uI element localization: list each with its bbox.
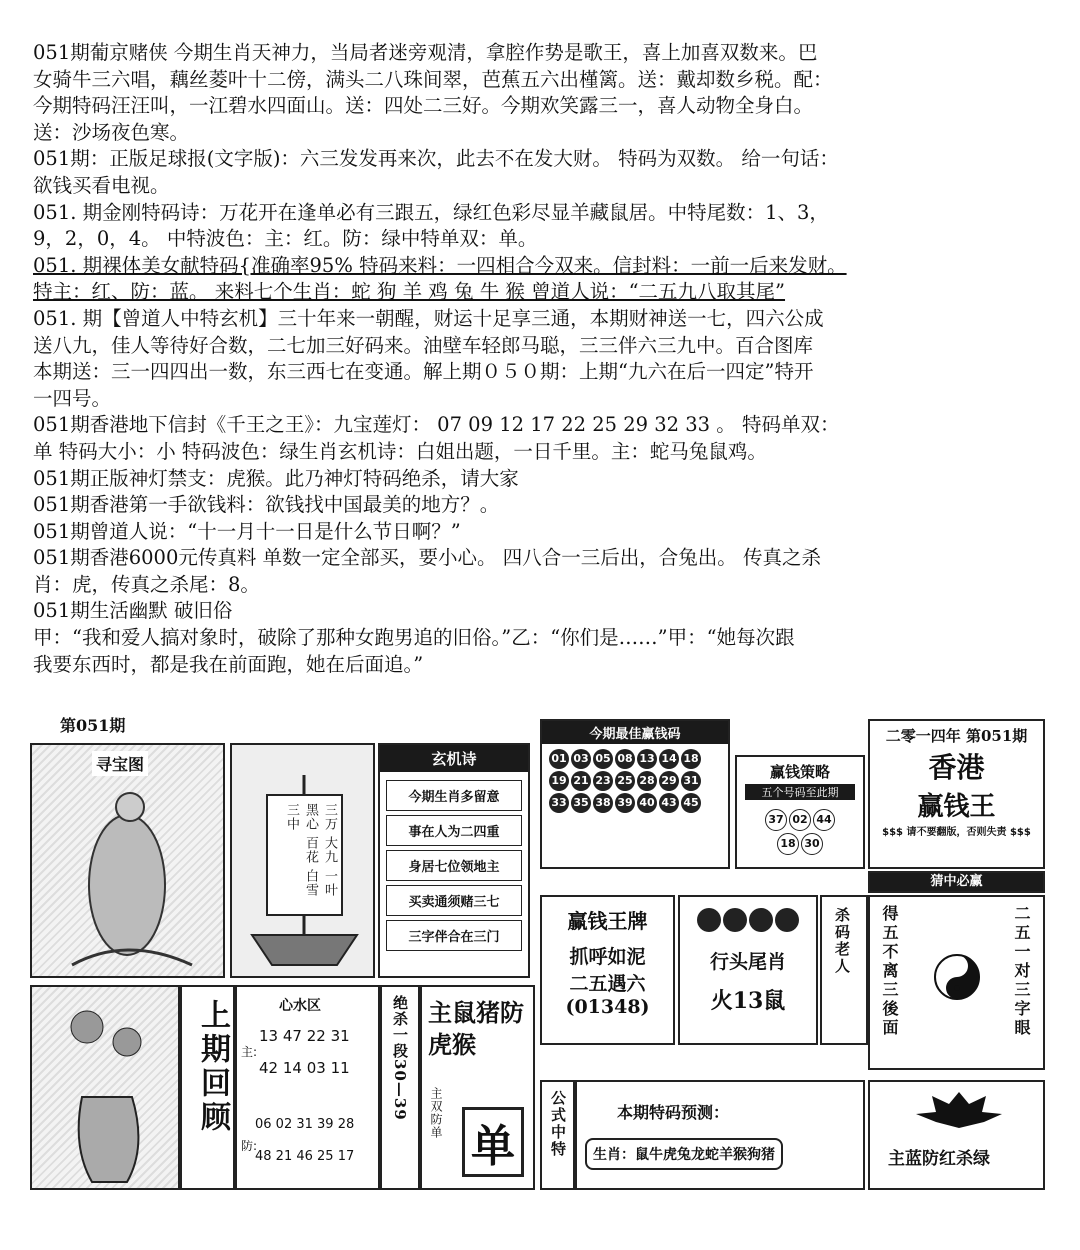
winning-card-line: 二五遇六 [569, 973, 646, 995]
text-line: 051. 期【曾道人中特玄机】三十年来一朝醒，财运十足享三通，本期财神送一七，四六公成 [33, 306, 824, 330]
yin-yang-icon [932, 952, 982, 1002]
prediction-title: 本期特码预测： [617, 1103, 730, 1122]
winning-card-panel [540, 895, 675, 1045]
ball: 23 [593, 771, 613, 791]
mystic-poem-title: 玄机诗 [380, 745, 528, 772]
winner-king-title: 赢钱王 [917, 792, 996, 822]
best-numbers-title: 今期最佳赢钱码 [542, 721, 728, 744]
ball: 45 [681, 793, 701, 813]
ball: 38 [593, 793, 613, 813]
guard-numbers-2: 48 21 46 25 17 [255, 1149, 355, 1164]
ball: 21 [571, 771, 591, 791]
text-line: 我要东西时，都是我在前面跑，她在后面追。” [33, 652, 424, 676]
prediction-panel [575, 1080, 865, 1190]
formula-panel [540, 1080, 575, 1190]
winning-card-line: 抓呼如泥 [569, 946, 646, 968]
taiji-panel [868, 895, 1045, 1070]
guess-win-text: 猜中必赢 [930, 874, 983, 889]
ball: 02 [789, 809, 811, 831]
vase-illustration-icon [32, 987, 180, 1190]
text-line: 051期生活幽默 破旧俗 [33, 599, 233, 623]
prediction-zodiac: 生肖：鼠牛虎兔龙蛇羊猴狗猪 [585, 1138, 783, 1170]
text-line: 今期特码汪汪叫，一江碧水四面山。送：四处二三好。今期欢笑露三一，喜人动物全身白。 [33, 94, 814, 118]
ball: 18 [777, 833, 799, 855]
hk-title: 香港 [928, 751, 985, 784]
main-numbers-1: 13 47 22 31 [259, 1027, 350, 1045]
ball: 13 [637, 749, 657, 769]
text-line: 欲钱买看电视。 [33, 173, 170, 197]
guard-label: 防: [241, 1139, 258, 1153]
text-line: 本期送：三一四四出一数，东三西七在变通。解上期０５０期：上期“九六在后一四定”特开 [33, 360, 814, 384]
poem-row: 今期生肖多留意 [386, 780, 522, 811]
poem-row: 三字伴合在三门 [386, 920, 522, 951]
guard-numbers-1: 06 02 31 39 28 [255, 1117, 355, 1132]
ball: 43 [659, 793, 679, 813]
article-text [33, 40, 1048, 678]
ball: 28 [637, 771, 657, 791]
text-line-underlined: 051. 期裸体美女献特码{准确率95% 特码来料：一四相合今双来。信封料：一前一后来发财。 [33, 253, 847, 277]
winning-card-title: 赢钱王牌 [567, 909, 648, 933]
text-line: 甲：“我和爱人搞对象时，破除了那种女跑男追的旧俗。”乙：“你们是……”甲：“她每次跟 [33, 626, 795, 650]
taiji-verse-left: 得五不离三後面 [880, 905, 899, 1038]
hk-winner-header [868, 719, 1045, 869]
zodiac-pick-text: 主鼠猪防虎猴 [428, 998, 524, 1059]
text-line: 051期葡京赌侠 今期生肖天神力，当局者迷旁观清，拿腔作势是歌王，喜上加喜双数来。巴 [33, 41, 818, 64]
last-period-title: 上期回顾 [195, 999, 230, 1135]
treasure-map-title: 寻宝图 [92, 751, 148, 776]
ball: 05 [593, 749, 613, 769]
text-line: 051期正版神灯禁支：虎猴。此乃神灯特码绝杀，请大家 [33, 466, 519, 490]
ball: 29 [659, 771, 679, 791]
vase-panel [30, 985, 180, 1190]
text-line: 051期香港6000元传真料 单数一定全部买，要小心。 四八合一三后出，合兔出。 传真之杀 [33, 546, 821, 570]
right-issue-label: 二零一四年 第051期 [885, 727, 1028, 745]
text-line: 送八九，佳人等待好合数，二七加三好码来。油壁车轻郎马聪，三三伴六三九中。百合图库 [33, 333, 814, 357]
taiji-verse-right: 二五一对三字眼 [1012, 905, 1031, 1038]
ship-panel [230, 743, 375, 978]
text-line: 送：沙场夜色寒。 [33, 120, 190, 144]
ball: 30 [801, 833, 823, 855]
killer-elder-text: 杀码老人 [833, 907, 851, 975]
text-line: 女骑牛三六唱，藕丝菱叶十二傍，满头二八珠间翠，芭蕉五六出槿篱。送：戴却数乡税。配： [33, 67, 833, 91]
ball: 44 [813, 809, 835, 831]
text-line-underlined: 特主：红、防：蓝。 来料七个生肖：蛇 狗 羊 鸡 兔 牛 猴 曾道人说：“二五九八取其尾” [33, 280, 786, 304]
ball: 33 [549, 793, 569, 813]
poem-row: 事在人为二四重 [386, 815, 522, 846]
last-period-panel [180, 985, 235, 1190]
ball: 01 [549, 749, 569, 769]
ball: 25 [615, 771, 635, 791]
color-pick-text: 主蓝防红杀绿 [888, 1149, 990, 1169]
strategy-panel [735, 755, 865, 869]
guess-win-banner [868, 871, 1045, 893]
zodiac-sub-text: 主双防单 [429, 1087, 443, 1139]
text-line: 051. 期金刚特码诗：万花开在逢单必有三跟五，绿红色彩尽显羊藏鼠居。中特尾数：1、3， [33, 200, 829, 224]
burst-badge-icon [914, 1090, 1004, 1130]
tail-zodiac-panel [678, 895, 818, 1045]
mystic-poem-panel [378, 743, 530, 978]
ball-grid [542, 744, 728, 818]
ball: 03 [571, 749, 591, 769]
ball: 18 [681, 749, 701, 769]
text-line: 一四号。 [33, 386, 112, 410]
single-badge: 单 [462, 1107, 524, 1177]
killer-elder-panel [820, 895, 868, 1045]
tail-zodiac-title: 行头尾肖 [709, 951, 786, 973]
ball: 37 [765, 809, 787, 831]
left-issue-label: 第051期 [60, 716, 126, 735]
treasure-map-panel [30, 743, 225, 978]
main-numbers-2: 42 14 03 11 [259, 1059, 350, 1077]
winning-card-code: (01348) [565, 996, 650, 1018]
text-line: 9，2，0，4。 中特波色：主：红。防：绿中特单双：单。 [33, 227, 538, 251]
text-line: 051期香港地下信封《千王之王》：九宝莲灯： 07 09 12 17 22 25 29 32 33 。 特码单双： [33, 413, 840, 437]
color-pick-panel [868, 1080, 1045, 1190]
no-copy-tagline: $$$ 请不要翻版，否则失责 $$$ [882, 827, 1031, 838]
kill-range-text: 绝杀一段30—39 [391, 995, 409, 1121]
goddess-illustration-icon [32, 745, 225, 978]
ball: 35 [571, 793, 591, 813]
water-zone-title: 心水区 [279, 998, 321, 1014]
text-line: 051期曾道人说：“十一月十一日是什么节日啊？” [33, 519, 461, 543]
strategy-title: 赢钱策略 [769, 763, 830, 781]
ball: 39 [615, 793, 635, 813]
ball: 19 [549, 771, 569, 791]
text-line: 肖：虎，传真之杀尾：8。 [33, 572, 260, 596]
strategy-subtitle: 五个号码至此期 [745, 784, 855, 800]
kill-range-panel [380, 985, 420, 1190]
ball: 08 [615, 749, 635, 769]
sail-poem: 三万 大九 一叶 黑心 百花 白雪 三中 [284, 803, 337, 898]
formula-text: 公式中特 [549, 1090, 567, 1158]
poem-row: 买卖通须赌三七 [386, 885, 522, 916]
text-line: 单 特码大小：小 特码波色：绿生肖玄机诗：白姐出题，一日千里。主：蛇马兔鼠鸡。 [33, 439, 767, 463]
water-zone-panel [235, 985, 380, 1190]
text-line: 051期：正版足球报(文字版)：六三发发再来次，此去不在发大财。 特码为双数。 给一句话： [33, 147, 839, 171]
ball: 14 [659, 749, 679, 769]
ball: 31 [681, 771, 701, 791]
main-label: 主: [241, 1045, 258, 1059]
best-numbers-panel [540, 719, 730, 869]
ball: 40 [637, 793, 657, 813]
tail-zodiac-value: 火13鼠 [710, 988, 786, 1014]
scanned-collage [30, 705, 1045, 1195]
text-line: 051期香港第一手欲钱料：欲钱找中国最美的地方？。 [33, 493, 500, 517]
poem-row: 身居七位领地主 [386, 850, 522, 881]
zodiac-pick-panel [420, 985, 535, 1190]
